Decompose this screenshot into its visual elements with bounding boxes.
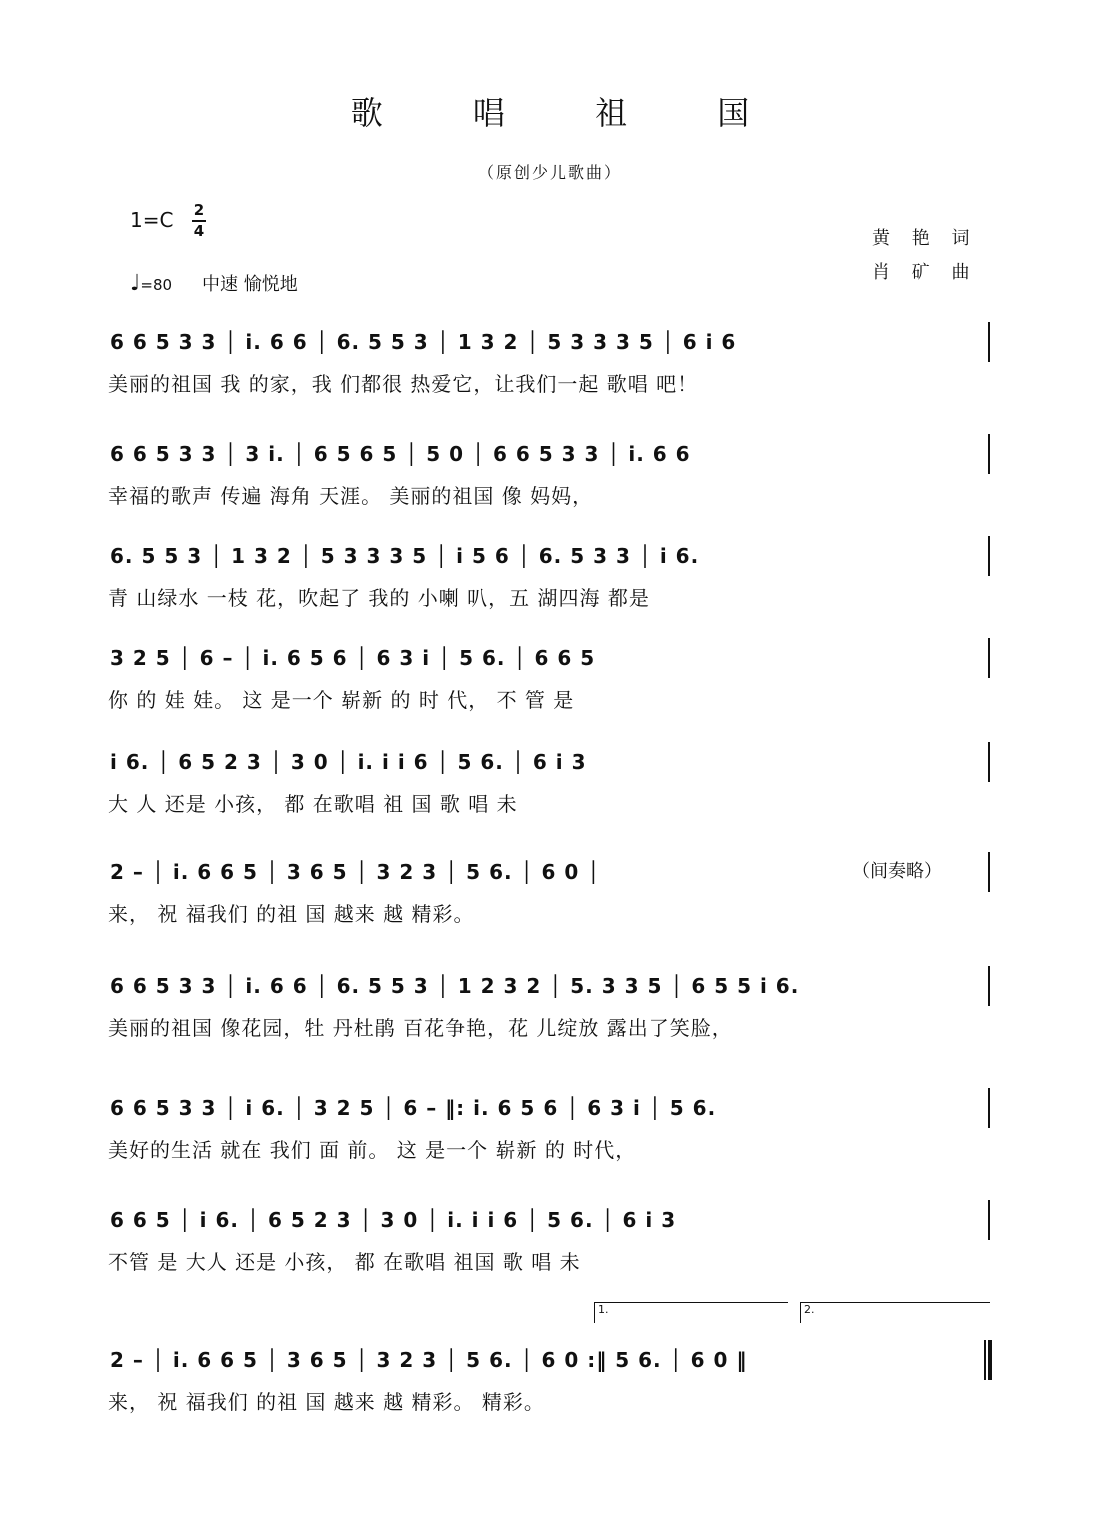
notation-line: i 6. │ 6 5 2 3 │ 3 0 │ i. i i 6 │ 5 6. │ 6 i 3 (110, 750, 587, 774)
barline (988, 1088, 990, 1128)
lyrics-line: 来， 祝 福我们 的祖 国 越来 越 精彩。 (108, 902, 475, 926)
barline (988, 852, 990, 892)
time-bottom: 4 (193, 222, 205, 240)
barline (988, 434, 990, 474)
lyrics-line: 青 山绿水 一枝 花，吹起了 我的 小喇 叭，五 湖四海 都是 (108, 586, 650, 610)
barline (988, 742, 990, 782)
barline (988, 322, 990, 362)
key-signature: 1=C (130, 208, 174, 232)
notation-line: 6 6 5 │ i 6. │ 6 5 2 3 │ 3 0 │ i. i i 6 │ 5 6. │ 6 i 3 (110, 1208, 677, 1232)
lyrics-line: 美丽的祖国 我 的家，我 们都很 热爱它，让我们一起 歌唱 吧！ (108, 372, 699, 396)
lyrics-line: 幸福的歌声 传遍 海角 天涯。 美丽的祖国 像 妈妈， (108, 484, 594, 508)
barline (988, 966, 990, 1006)
song-subtitle: （原创少儿歌曲） (477, 163, 622, 182)
notation-line: 6 6 5 3 3 │ i 6. │ 3 2 5 │ 6 – ‖: i. 6 5 6 │ 6 3 i │ 5 6. (110, 1096, 717, 1120)
notation-line: 6 6 5 3 3 │ 3 i. │ 6 5 6 5 │ 5 0 │ 6 6 5 3 3 │ i. 6 6 (110, 442, 691, 466)
lyrics-line: 来， 祝 福我们 的祖 国 越来 越 精彩。 精彩。 (108, 1390, 545, 1414)
lyrics-line: 美丽的祖国 像花园，牡 丹杜鹃 百花争艳，花 儿绽放 露出了笑脸， (108, 1016, 733, 1040)
tempo-value: =80 (140, 276, 173, 294)
lyrics-line: 美好的生活 就在 我们 面 前。 这 是一个 崭新 的 时代， (108, 1138, 637, 1162)
barline (988, 1200, 990, 1240)
interlude-note: （间奏略） (852, 861, 942, 882)
time-signature (192, 202, 206, 240)
credits (872, 222, 977, 290)
final-barline (984, 1340, 992, 1380)
first-ending-bracket: 1. (594, 1302, 788, 1323)
lyrics-line: 你 的 娃 娃。 这 是一个 崭新 的 时 代， 不 管 是 (108, 688, 575, 712)
notation-line: 2 – │ i. 6 6 5 │ 3 6 5 │ 3 2 3 │ 5 6. │ 6 0 │ (110, 860, 601, 884)
lyrics-line: 大 人 还是 小孩， 都 在歌唱 祖 国 歌 唱 未 (108, 792, 518, 816)
notation-line: 2 – │ i. 6 6 5 │ 3 6 5 │ 3 2 3 │ 5 6. │ 6 0 :‖ 5 6. │ 6 0 ‖ (110, 1348, 748, 1372)
quarter-note-icon: ♩ (130, 271, 141, 296)
notation-line: 6. 5 5 3 │ 1 3 2 │ 5 3 3 3 5 │ i 5 6 │ 6. 5 3 3 │ i 6. (110, 544, 700, 568)
composer: 肖 矿 曲 (872, 262, 978, 283)
tempo (130, 270, 298, 296)
notation-line: 6 6 5 3 3 │ i. 6 6 │ 6. 5 5 3 │ 1 2 3 2 │ 5. 3 3 5 │ 6 5 5 i 6. (110, 974, 800, 998)
barline (988, 536, 990, 576)
barline (988, 638, 990, 678)
time-top: 2 (193, 201, 205, 219)
second-ending-bracket: 2. (800, 1302, 990, 1323)
lyricist: 黄 艳 词 (872, 228, 978, 249)
notation-line: 6 6 5 3 3 │ i. 6 6 │ 6. 5 5 3 │ 1 3 2 │ 5 3 3 3 5 │ 6 i 6 (110, 330, 737, 354)
lyrics-line: 不管 是 大人 还是 小孩， 都 在歌唱 祖国 歌 唱 未 (108, 1250, 581, 1274)
song-title: 歌 唱 祖 国 (350, 94, 790, 132)
tempo-mark: 中速 愉悦地 (202, 274, 298, 295)
notation-line: 3 2 5 │ 6 – │ i. 6 5 6 │ 6 3 i │ 5 6. │ 6 6 5 (110, 646, 596, 670)
